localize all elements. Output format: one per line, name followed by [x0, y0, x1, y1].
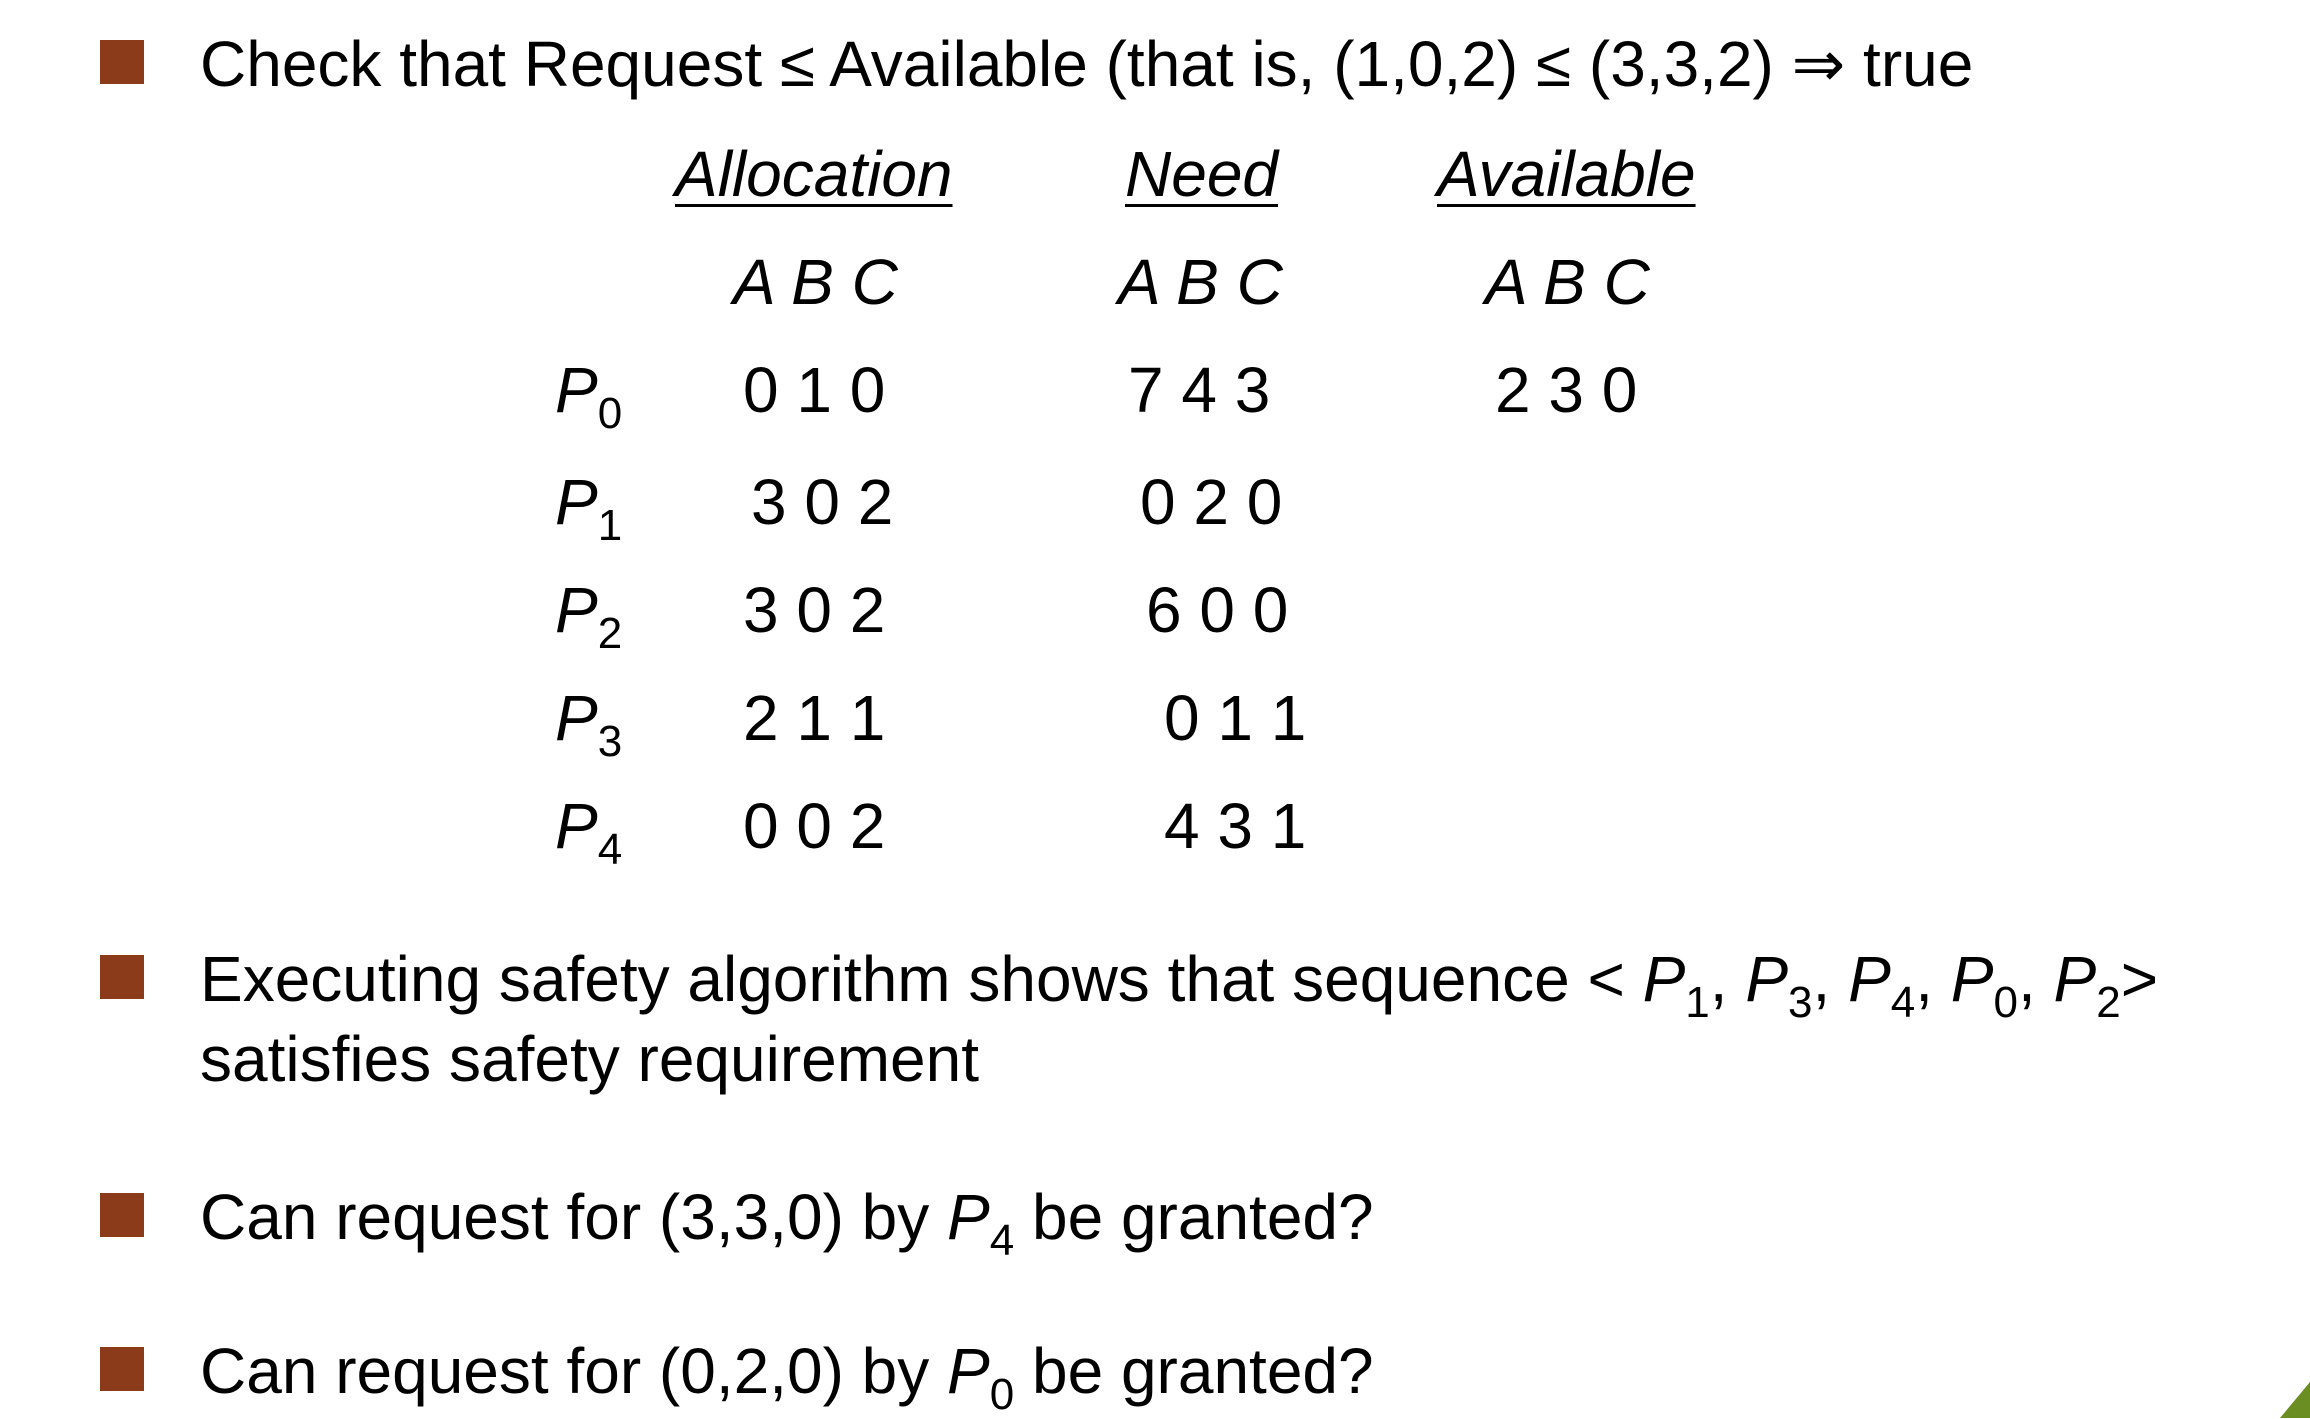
request-p4-process: $P_4$ — [947, 1181, 1015, 1265]
need-cell-p3: 0 1 1 — [1164, 682, 1307, 754]
available-cell-p0: 2 3 0 — [1495, 354, 1638, 426]
process-label-p3: $P_3$ — [555, 682, 623, 766]
seq-p2: $P_2$ — [2053, 943, 2121, 1027]
process-label-p4: $P_4$ — [555, 790, 623, 874]
allocation-cell-p4: 0 0 2 — [743, 790, 886, 862]
allocation-cell-p1: 3 0 2 — [751, 466, 894, 538]
subheader-need: A B C — [1118, 246, 1283, 318]
seq-p0: $P_0$ — [1950, 943, 2018, 1027]
corner-leaf-shape — [2280, 1382, 2310, 1418]
bullet-square-icon — [100, 955, 144, 999]
header-allocation: Allocation — [675, 138, 953, 210]
safety-sequence-line2: satisfies safety requirement — [200, 1023, 979, 1095]
process-label-p0: $P_0$ — [555, 354, 623, 438]
bullet-square-icon — [100, 1347, 144, 1391]
need-cell-p0: 7 4 3 — [1128, 354, 1271, 426]
bullet-square-icon — [100, 1193, 144, 1237]
check-request-text: Check that Request ≤ Available (that is, (1,0,2) ≤ (3,3,2) ⇒ true — [200, 28, 1974, 100]
seq-p4: $P_4$ — [1848, 943, 1916, 1027]
request-p0-line: Can request for (0,2,0) by $P_0$ be granted? — [200, 1335, 1374, 1419]
check-request-line — [200, 28, 1974, 100]
request-p0-process: $P_0$ — [947, 1335, 1015, 1419]
safety-sequence-line: Executing safety algorithm shows that sequence < $P_1$, $P_3$, $P_4$, $P_0$, $P_2>$ — [200, 943, 2159, 1027]
need-cell-p1: 0 2 0 — [1140, 466, 1283, 538]
allocation-cell-p3: 2 1 1 — [743, 682, 886, 754]
allocation-cell-p2: 3 0 2 — [743, 574, 886, 646]
corner-leaf-icon — [2274, 1382, 2310, 1418]
subheader-available: A B C — [1485, 246, 1650, 318]
need-cell-p4: 4 3 1 — [1164, 790, 1307, 862]
process-label-p2: $P_2$ — [555, 574, 623, 658]
seq-p3: $P_3$ — [1745, 943, 1813, 1027]
header-available: Available — [1437, 138, 1696, 210]
seq-p1: $P_1$ — [1642, 943, 1710, 1027]
header-need: Need — [1125, 138, 1278, 210]
process-label-p1: $P_1$ — [555, 466, 623, 550]
allocation-cell-p0: 0 1 0 — [743, 354, 886, 426]
bullet-square-icon — [100, 40, 144, 84]
need-cell-p2: 6 0 0 — [1146, 574, 1289, 646]
request-p4-line: Can request for (3,3,0) by $P_4$ be granted? — [200, 1181, 1374, 1265]
subheader-allocation: A B C — [733, 246, 898, 318]
